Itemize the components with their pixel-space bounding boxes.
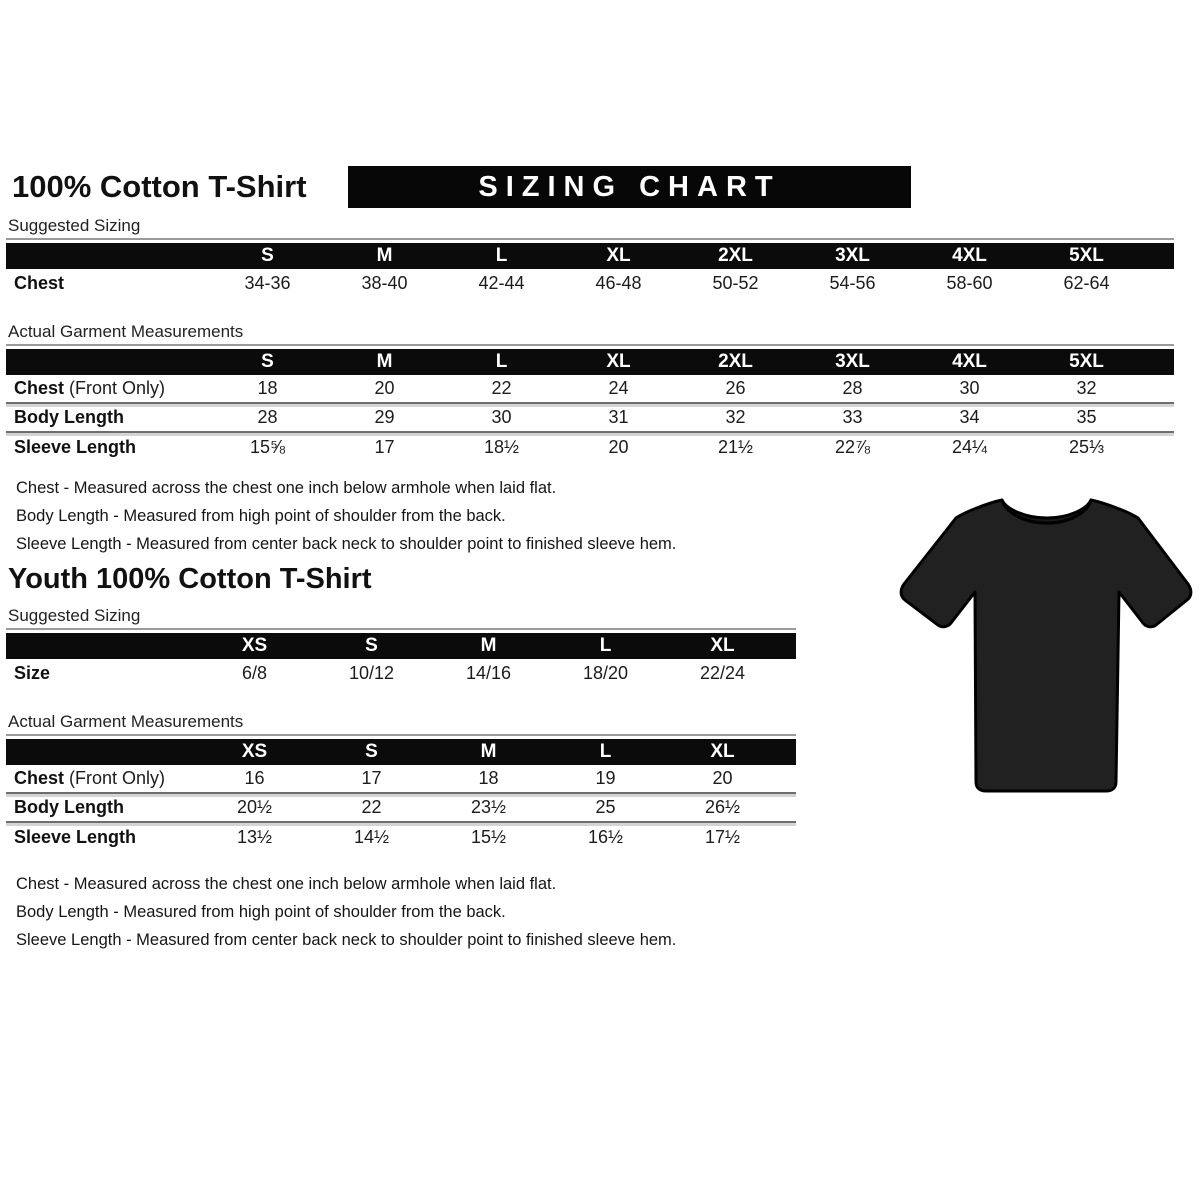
table-cell: S xyxy=(261,351,274,372)
divider xyxy=(6,628,796,630)
note-line: Sleeve Length - Measured from center back neck to shoulder point to finished sleeve hem. xyxy=(16,931,677,949)
table-cell: 34-36 xyxy=(244,273,291,293)
table-cell: 5XL xyxy=(1069,351,1104,372)
table-cell: 10/12 xyxy=(348,663,395,683)
table-cell: 18 xyxy=(478,768,499,788)
adult-suggested-label: Suggested Sizing xyxy=(8,216,141,235)
table-cell: 26 xyxy=(725,378,746,398)
table-cell: 18½ xyxy=(483,437,520,457)
table-cell: S xyxy=(365,741,378,762)
row-label xyxy=(6,273,209,294)
row-label-text: Sleeve Length xyxy=(14,827,137,847)
table-cell: XS xyxy=(241,635,268,656)
table-cell: 32 xyxy=(725,407,746,427)
row-label xyxy=(6,437,209,458)
table-cell: 54-56 xyxy=(829,273,876,293)
table-header-row xyxy=(6,739,796,765)
table-cell: M xyxy=(480,635,497,656)
row-label xyxy=(6,407,209,428)
table-cell: 34 xyxy=(959,407,980,427)
table-cell: 15½ xyxy=(470,827,507,847)
table-cell: 33 xyxy=(842,407,863,427)
table-cell: 5XL xyxy=(1069,245,1104,266)
table-cell: 58-60 xyxy=(946,273,993,293)
tshirt-image xyxy=(893,486,1197,808)
table-cell: 26½ xyxy=(704,797,741,817)
table-cell: 6/8 xyxy=(241,663,268,683)
table-cell: 14/16 xyxy=(465,663,512,683)
youth-notes xyxy=(6,870,1174,954)
table-cell: 17 xyxy=(374,437,395,457)
row-label xyxy=(6,827,196,848)
table-header-row xyxy=(6,633,796,659)
table-cell: 30 xyxy=(959,378,980,398)
table-cell: 22 xyxy=(361,797,382,817)
table-cell: XL xyxy=(710,635,735,656)
table-cell: 15⅝ xyxy=(249,437,286,457)
table-cell: XL xyxy=(606,351,631,372)
row-label xyxy=(6,797,196,818)
table-cell: 2XL xyxy=(718,245,753,266)
table-cell: 17½ xyxy=(704,827,741,847)
row-label xyxy=(6,768,196,789)
divider xyxy=(6,344,1174,346)
table-cell: S xyxy=(261,245,274,266)
table-cell: 25 xyxy=(595,797,616,817)
table-cell: 42-44 xyxy=(478,273,525,293)
table-cell: L xyxy=(599,635,612,656)
table-cell: 23½ xyxy=(470,797,507,817)
row-label-text: Chest xyxy=(14,768,65,788)
table-header-row xyxy=(6,243,1174,269)
table-header-row xyxy=(6,349,1174,375)
table-cell: 4XL xyxy=(952,351,987,372)
table-cell: XL xyxy=(710,741,735,762)
table-cell: 18/20 xyxy=(582,663,629,683)
divider xyxy=(6,734,796,736)
table-row xyxy=(6,794,796,823)
table-cell: 20½ xyxy=(236,797,273,817)
spacer xyxy=(6,298,1174,322)
table-cell: 14½ xyxy=(353,827,390,847)
table-cell: 62-64 xyxy=(1063,273,1110,293)
row-label-text: Body Length xyxy=(14,407,124,427)
row-label-text: Sleeve Length xyxy=(14,437,137,457)
table-cell: 35 xyxy=(1076,407,1097,427)
table-cell: 20 xyxy=(608,437,629,457)
row-label-text: Chest xyxy=(14,273,65,293)
note-line: Chest - Measured across the chest one inch below armhole when laid flat. xyxy=(16,875,557,893)
table-row xyxy=(6,375,1174,404)
table-cell: 25⅓ xyxy=(1068,437,1105,457)
divider xyxy=(6,238,1174,240)
table-cell: 17 xyxy=(361,768,382,788)
table-cell: 24 xyxy=(608,378,629,398)
table-cell: 30 xyxy=(491,407,512,427)
table-cell: L xyxy=(599,741,612,762)
youth-actual-label: Actual Garment Measurements xyxy=(8,712,244,731)
table-cell: 16½ xyxy=(587,827,624,847)
adult-actual-table xyxy=(6,344,1174,462)
row-label-text: Body Length xyxy=(14,797,124,817)
note-line: Chest - Measured across the chest one inch below armhole when laid flat. xyxy=(16,479,557,497)
table-row xyxy=(6,433,1174,462)
spacer xyxy=(6,852,1174,870)
table-cell: M xyxy=(376,351,393,372)
table-cell: L xyxy=(495,245,508,266)
table-cell: 20 xyxy=(374,378,395,398)
table-cell: 22⅞ xyxy=(834,437,871,457)
row-label xyxy=(6,378,209,399)
row-label-suffix: (Front Only) xyxy=(64,378,166,398)
adult-header-row xyxy=(6,166,1174,208)
table-cell: XS xyxy=(241,741,268,762)
table-cell: 3XL xyxy=(835,351,870,372)
table-row xyxy=(6,823,796,852)
table-row xyxy=(6,269,1174,298)
note-line: Sleeve Length - Measured from center back neck to shoulder point to finished sleeve hem. xyxy=(16,535,677,553)
row-label-suffix: (Front Only) xyxy=(64,768,166,788)
sizing-chart-banner: SIZING CHART xyxy=(348,166,911,208)
table-cell: 20 xyxy=(712,768,733,788)
table-cell: 32 xyxy=(1076,378,1097,398)
table-cell: 4XL xyxy=(952,245,987,266)
youth-suggested-table xyxy=(6,628,796,688)
spacer xyxy=(6,462,1174,474)
table-cell: 31 xyxy=(608,407,629,427)
table-cell: 13½ xyxy=(236,827,273,847)
table-cell: 16 xyxy=(244,768,265,788)
table-cell: L xyxy=(495,351,508,372)
table-row xyxy=(6,659,796,688)
table-row xyxy=(6,404,1174,433)
adult-actual-label: Actual Garment Measurements xyxy=(8,322,244,341)
row-label-text: Size xyxy=(14,663,51,683)
table-cell: 38-40 xyxy=(361,273,408,293)
table-cell: 19 xyxy=(595,768,616,788)
table-cell: 21½ xyxy=(717,437,754,457)
page-title: 100% Cotton T-Shirt xyxy=(12,169,307,204)
table-cell: M xyxy=(480,741,497,762)
youth-suggested-label: Suggested Sizing xyxy=(8,606,141,625)
table-cell: 28 xyxy=(257,407,278,427)
table-cell: 2XL xyxy=(718,351,753,372)
table-cell: 18 xyxy=(257,378,278,398)
table-row xyxy=(6,765,796,794)
table-cell: M xyxy=(376,245,393,266)
table-cell: 46-48 xyxy=(595,273,642,293)
youth-actual-table xyxy=(6,734,796,852)
table-cell: 22 xyxy=(491,378,512,398)
table-cell: 3XL xyxy=(835,245,870,266)
table-cell: 50-52 xyxy=(712,273,759,293)
table-cell: 22/24 xyxy=(699,663,746,683)
youth-title: Youth 100% Cotton T-Shirt xyxy=(8,563,372,595)
row-label xyxy=(6,663,196,684)
row-label-text: Chest xyxy=(14,378,65,398)
table-cell: 29 xyxy=(374,407,395,427)
table-cell: 24¼ xyxy=(951,437,988,457)
table-cell: XL xyxy=(606,245,631,266)
table-cell: 28 xyxy=(842,378,863,398)
table-cell: S xyxy=(365,635,378,656)
adult-suggested-table xyxy=(6,238,1174,298)
note-line: Body Length - Measured from high point of shoulder from the back. xyxy=(16,903,506,921)
note-line: Body Length - Measured from high point of shoulder from the back. xyxy=(16,507,506,525)
